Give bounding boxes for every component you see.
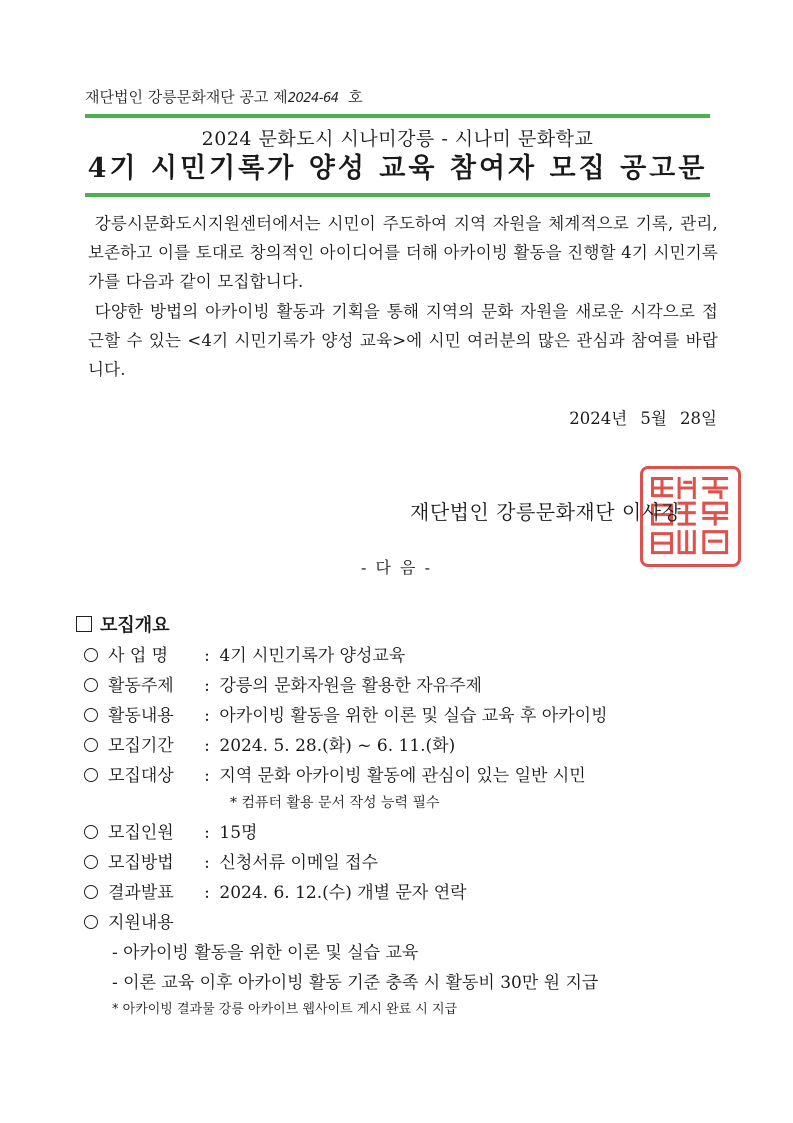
checkbox-square-icon <box>76 616 92 632</box>
item-value: 신청서류 이메일 접수 <box>219 853 379 873</box>
list-item: 사 업 명 : 4기 시민기록가 양성교육 <box>84 641 764 671</box>
list-item <box>84 908 764 938</box>
notice-prefix: 재단법인 강릉문화재단 공고 제 <box>85 88 288 106</box>
circle-bullet-icon <box>84 648 98 662</box>
intro-text <box>88 209 718 384</box>
circle-bullet-icon <box>84 825 98 839</box>
item-value: 아카이빙 활동을 위한 이론 및 실습 교육 후 아카이빙 <box>219 706 608 726</box>
title-rule-bottom <box>85 193 710 197</box>
intro-paragraph-2: 다양한 방법의 아카이빙 활동과 기획을 통해 지역의 문화 자원을 새로운 시각으로 접근할 수 있는 <4기 시민기록가 양성 교육>에 시민 여러분의 많은 관심과 참여를 바랍니다. <box>88 301 718 380</box>
section-title: 모집개요 <box>100 615 170 636</box>
notice-suffix: 호 <box>348 88 363 106</box>
item-label: 지원내용 <box>108 913 174 933</box>
list-item: 활동내용 : 아카이빙 활동을 위한 이론 및 실습 교육 후 아카이빙 <box>84 701 764 731</box>
circle-bullet-icon <box>84 708 98 722</box>
item-label: 모집방법 <box>108 853 174 873</box>
page-title: 4기 시민기록가 양성 교육 참여자 모집 공고문 <box>87 153 708 184</box>
item-label: 모집인원 <box>108 823 174 843</box>
item-label: 모집대상 <box>108 766 174 786</box>
item-value: 4기 시민기록가 양성교육 <box>219 646 406 666</box>
circle-bullet-icon <box>84 678 98 692</box>
outline-list <box>84 641 764 1022</box>
intro-paragraph-1: 강릉시문화도시지원센터에서는 시민이 주도하여 지역 자원을 체계적으로 기록, 관리, 보존하고 이를 토대로 창의적인 아이디어를 더해 아카이빙 활동을 진행할 4기 시민기록가를 다음과 같이 모집합니다. <box>88 214 719 292</box>
item-label: 활동내용 <box>108 706 174 726</box>
list-item: 모집대상 : 지역 문화 아카이빙 활동에 관심이 있는 일반 시민 <box>84 761 764 791</box>
circle-bullet-icon <box>84 885 98 899</box>
section-heading <box>76 611 170 637</box>
title-box <box>85 114 710 197</box>
support-item: - 아카이빙 활동을 위한 이론 및 실습 교육 <box>112 943 419 963</box>
notice-number: 2024-64 <box>287 91 339 106</box>
circle-bullet-icon <box>84 855 98 869</box>
separator-heading: - 다 음 - <box>361 558 432 577</box>
circle-bullet-icon <box>84 768 98 782</box>
list-item: 모집기간 : 2024. 5. 28.(화) ~ 6. 11.(화) <box>84 731 764 761</box>
circle-bullet-icon <box>84 738 98 752</box>
support-note: * 아카이빙 결과물 강릉 아카이브 웹사이트 게시 완료 시 지급 <box>112 1002 458 1017</box>
subtitle: 2024 문화도시 시나미강릉 - 시나미 문화학교 <box>201 128 594 150</box>
notice-number-line <box>85 86 363 107</box>
support-item: - 이론 교육 이후 아카이빙 활동 기준 충족 시 활동비 30만 원 지급 <box>112 973 599 993</box>
issuer-name: 재단법인 강릉문화재단 이사장 <box>410 500 682 524</box>
item-value: 강릉의 문화자원을 활용한 자유주제 <box>219 676 482 696</box>
circle-bullet-icon <box>84 915 98 929</box>
item-label: 활동주제 <box>108 676 174 696</box>
item-label: 사 업 명 <box>108 646 169 666</box>
list-item: 모집인원 : 15명 <box>84 818 764 848</box>
item-value: 15명 <box>219 823 258 843</box>
notice-date: 2024년 5월 28일 <box>569 409 717 428</box>
item-label: 결과발표 <box>108 883 174 903</box>
list-item: 모집방법 : 신청서류 이메일 접수 <box>84 848 764 878</box>
item-value: 2024. 6. 12.(수) 개별 문자 연락 <box>219 883 467 903</box>
item-label: 모집기간 <box>108 736 174 756</box>
item-value: 지역 문화 아카이빙 활동에 관심이 있는 일반 시민 <box>219 766 586 786</box>
list-item: 결과발표 : 2024. 6. 12.(수) 개별 문자 연락 <box>84 878 764 908</box>
target-note: * 컴퓨터 활용 문서 작성 능력 필수 <box>230 795 440 811</box>
list-item: 활동주제 : 강릉의 문화자원을 활용한 자유주제 <box>84 671 764 701</box>
title-rule-top <box>85 114 710 118</box>
item-value: 2024. 5. 28.(화) ~ 6. 11.(화) <box>219 736 456 756</box>
